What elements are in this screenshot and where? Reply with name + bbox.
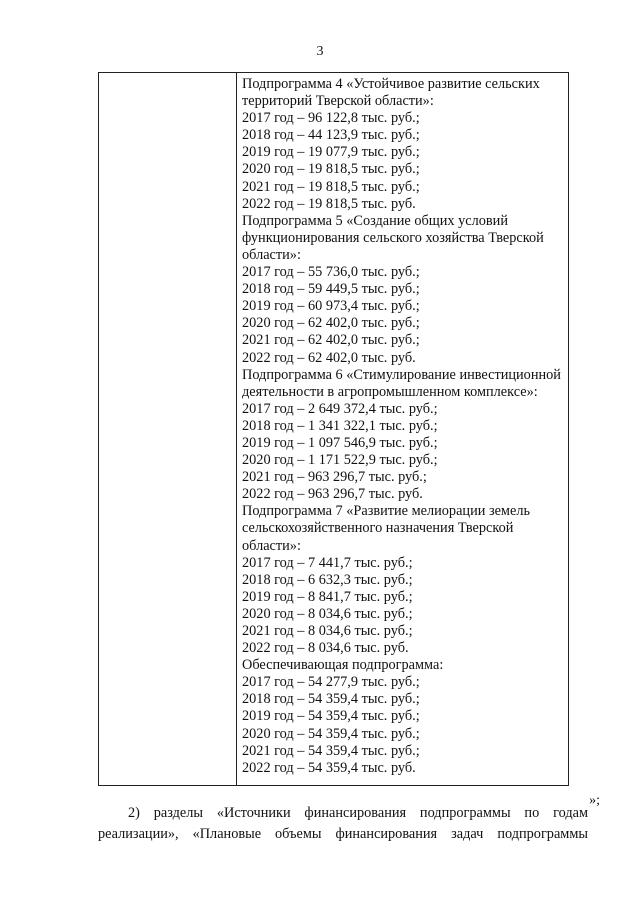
table-line: 2022 год – 963 296,7 тыс. руб. [242,486,423,503]
table-line: Обеспечивающая подпрограмма: [242,657,444,674]
table-line: 2018 год – 6 632,3 тыс. руб.; [242,571,413,588]
table-line: 2020 год – 62 402,0 тыс. руб.; [242,315,420,332]
table-line: 2022 год – 54 359,4 тыс. руб. [242,759,416,776]
table-line: 2022 год – 62 402,0 тыс. руб. [242,349,416,366]
table-line: 2019 год – 1 097 546,9 тыс. руб.; [242,434,438,451]
table-line: области»: [242,537,301,554]
table-line: 2019 год – 54 359,4 тыс. руб.; [242,708,420,725]
table-line: 2021 год – 62 402,0 тыс. руб.; [242,332,420,349]
paragraph-line-1: 2) разделы «Источники финансирования подпрограммы по годам [128,805,588,821]
table-line: области»: [242,246,301,263]
table-line: 2020 год – 1 171 522,9 тыс. руб.; [242,452,438,469]
table-line: сельскохозяйственного назначения Тверской [242,520,514,537]
table-line: 2021 год – 8 034,6 тыс. руб.; [242,623,413,639]
table-line: 2022 год – 19 818,5 тыс. руб. [242,195,416,212]
table-line: 2021 год – 54 359,4 тыс. руб.; [242,742,420,759]
table-line: Подпрограмма 7 «Развитие мелиорации земель [242,503,530,520]
table-line: Подпрограмма 6 «Стимулирование инвестиционной [242,366,561,383]
table-line: 2017 год – 7 441,7 тыс. руб.; [242,554,413,571]
table-line: 2021 год – 19 818,5 тыс. руб.; [242,178,420,195]
table-line: 2022 год – 8 034,6 тыс. руб. [242,640,409,657]
table-line: 2018 год – 59 449,5 тыс. руб.; [242,281,420,298]
table-line: 2019 год – 19 077,9 тыс. руб.; [242,144,420,161]
table-line: Подпрограмма 4 «Устойчивое развитие сельских [242,76,540,92]
table-line: 2018 год – 1 341 322,1 тыс. руб.; [242,417,438,434]
table-line: 2020 год – 8 034,6 тыс. руб.; [242,605,413,622]
table-line: 2017 год – 96 122,8 тыс. руб.; [242,110,420,127]
table-line: 2018 год – 54 359,4 тыс. руб.; [242,691,420,708]
table-right-cell [237,73,568,785]
table-line: 2020 год – 19 818,5 тыс. руб.; [242,161,420,178]
paragraph-line-2: реализации», «Плановые объемы финансирования задач подпрограммы [98,826,588,842]
table-line: 2017 год – 54 277,9 тыс. руб.; [242,674,420,691]
table-line: Подпрограмма 5 «Создание общих условий [242,212,508,229]
table-line: территорий Тверской области»: [242,93,434,110]
table-line: 2020 год – 54 359,4 тыс. руб.; [242,725,420,742]
table-line: 2021 год – 963 296,7 тыс. руб.; [242,469,427,486]
funding-table [98,72,569,786]
table-line: 2017 год – 55 736,0 тыс. руб.; [242,264,420,281]
page-number: 3 [316,44,324,59]
table-line: 2018 год – 44 123,9 тыс. руб.; [242,127,420,144]
table-line: функционирования сельского хозяйства Тверской [242,229,544,246]
closing-quote: »; [589,793,600,808]
table-line: 2019 год – 60 973,4 тыс. руб.; [242,298,420,315]
table-line: 2017 год – 2 649 372,4 тыс. руб.; [242,400,438,417]
table-line: 2019 год – 8 841,7 тыс. руб.; [242,588,413,605]
table-left-cell [99,73,237,785]
table-line: деятельности в агропромышленном комплексе»: [242,383,538,400]
